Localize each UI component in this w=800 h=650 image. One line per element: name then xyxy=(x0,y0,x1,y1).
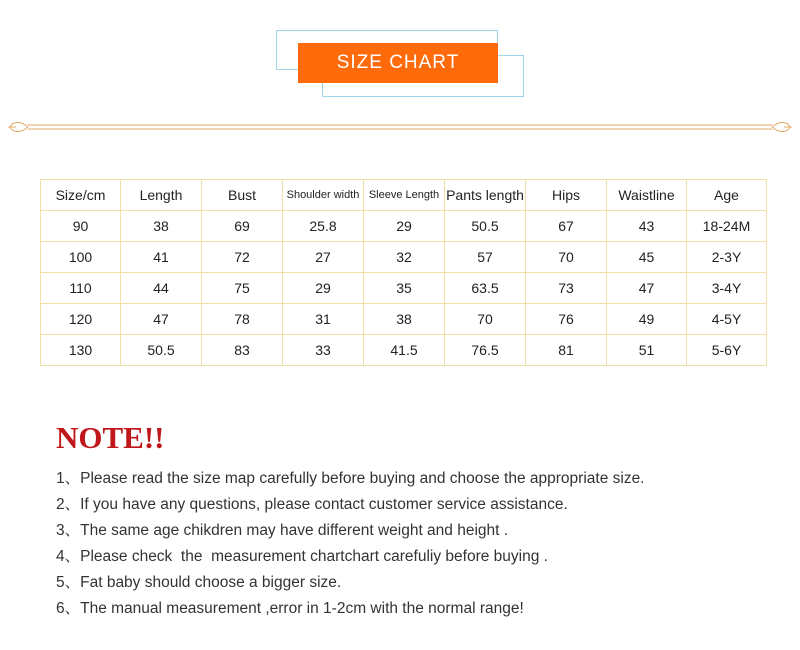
table-cell: 75 xyxy=(202,273,283,304)
header-length: Length xyxy=(121,180,202,211)
table-cell: 73 xyxy=(526,273,607,304)
table-cell: 76.5 xyxy=(445,335,526,366)
page-title: SIZE CHART xyxy=(298,43,498,83)
table-cell: 110 xyxy=(41,273,121,304)
table-cell: 2-3Y xyxy=(687,242,767,273)
table-cell: 69 xyxy=(202,211,283,242)
table-cell: 45 xyxy=(607,242,687,273)
table-cell: 35 xyxy=(364,273,445,304)
table-cell: 70 xyxy=(445,304,526,335)
table-cell: 72 xyxy=(202,242,283,273)
header-size: Size/cm xyxy=(41,180,121,211)
table-cell: 27 xyxy=(283,242,364,273)
table-row xyxy=(41,335,767,366)
note-item: 3、The same age chikdren may have different weight and height . xyxy=(56,522,509,539)
table-cell: 5-6Y xyxy=(687,335,767,366)
header-bust: Bust xyxy=(202,180,283,211)
table-cell: 18-24M xyxy=(687,211,767,242)
note-title: NOTE!! xyxy=(56,420,165,455)
table-cell: 50.5 xyxy=(445,211,526,242)
table-cell: 29 xyxy=(283,273,364,304)
header-waistline: Waistline xyxy=(607,180,687,211)
table-cell: 47 xyxy=(607,273,687,304)
table-cell: 83 xyxy=(202,335,283,366)
table-cell: 33 xyxy=(283,335,364,366)
table-cell: 3-4Y xyxy=(687,273,767,304)
table-cell: 70 xyxy=(526,242,607,273)
table-cell: 41.5 xyxy=(364,335,445,366)
table-row xyxy=(41,304,767,335)
table-cell: 76 xyxy=(526,304,607,335)
header-pants-length: Pants length xyxy=(445,180,526,211)
note-item: 6、The manual measurement ,error in 1-2cm with the normal range! xyxy=(56,600,524,617)
note-item: 4、Please check the measurement chartchart carefuliy before buying . xyxy=(56,548,548,565)
table-cell: 44 xyxy=(121,273,202,304)
table-cell: 100 xyxy=(41,242,121,273)
note-item: 1、Please read the size map carefully before buying and choose the appropriate size. xyxy=(56,470,645,487)
table-cell: 25.8 xyxy=(283,211,364,242)
note-list xyxy=(56,468,645,624)
header-shoulder-width: Shoulder width xyxy=(283,180,364,211)
table-cell: 51 xyxy=(607,335,687,366)
table-cell: 120 xyxy=(41,304,121,335)
table-cell: 78 xyxy=(202,304,283,335)
table-row xyxy=(41,273,767,304)
header-hips: Hips xyxy=(526,180,607,211)
table-cell: 43 xyxy=(607,211,687,242)
table-cell: 63.5 xyxy=(445,273,526,304)
table-cell: 38 xyxy=(121,211,202,242)
table-cell: 50.5 xyxy=(121,335,202,366)
decorative-divider xyxy=(8,118,792,136)
table-cell: 29 xyxy=(364,211,445,242)
table-cell: 31 xyxy=(283,304,364,335)
table-cell: 130 xyxy=(41,335,121,366)
header-sleeve-length: Sleeve Length xyxy=(364,180,445,211)
table-cell: 67 xyxy=(526,211,607,242)
table-header-row xyxy=(41,180,767,211)
table-cell: 57 xyxy=(445,242,526,273)
title-banner xyxy=(276,30,526,100)
table-cell: 4-5Y xyxy=(687,304,767,335)
size-table xyxy=(40,179,767,366)
table-cell: 32 xyxy=(364,242,445,273)
header-age: Age xyxy=(687,180,767,211)
note-item: 5、Fat baby should choose a bigger size. xyxy=(56,574,342,591)
table-cell: 38 xyxy=(364,304,445,335)
table-cell: 41 xyxy=(121,242,202,273)
table-row xyxy=(41,242,767,273)
note-item: 2、If you have any questions, please contact customer service assistance. xyxy=(56,496,568,513)
table-cell: 47 xyxy=(121,304,202,335)
table-cell: 90 xyxy=(41,211,121,242)
table-cell: 49 xyxy=(607,304,687,335)
table-row xyxy=(41,211,767,242)
table-cell: 81 xyxy=(526,335,607,366)
